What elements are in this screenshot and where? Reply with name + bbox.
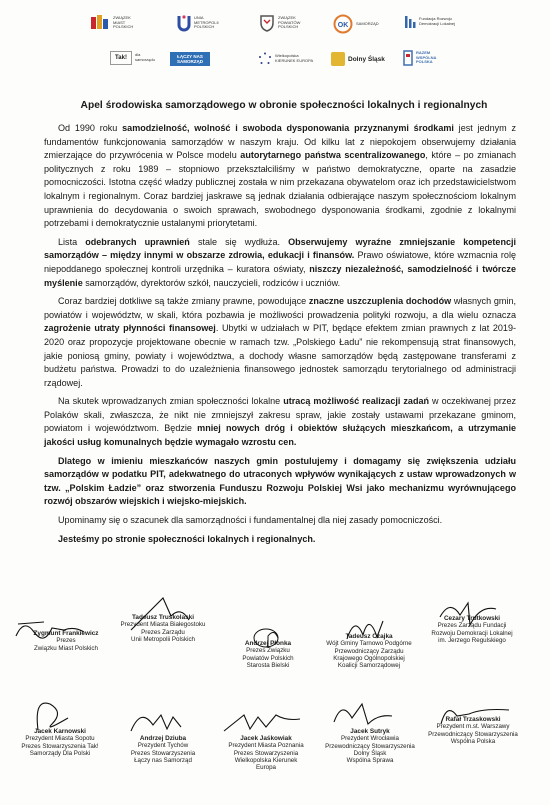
- text-run: Na skutek wprowadzanych zmian społeczności lokalne: [58, 396, 284, 407]
- signatory-role: Prezes Zarządu Fundacji: [437, 622, 507, 630]
- signatory-role: Prezydent Miasta Sopotu: [25, 735, 95, 743]
- paragraph: [44, 295, 516, 390]
- oks-circle-icon: [333, 14, 353, 34]
- logo-ds-text: Dolny Śląsk: [348, 55, 385, 63]
- bold-text-run: autorytarnego państwa scentralizowanego: [240, 150, 426, 161]
- signatory-role: Prezydent Tychów: [137, 742, 189, 750]
- signatory: [313, 633, 425, 669]
- lns-text: ŁĄCZY NAS SAMORZĄD: [177, 54, 203, 64]
- svg-text:OK: OK: [337, 22, 349, 29]
- logo-laczy-nas-samorzad: [170, 52, 210, 66]
- text-run: własnych gmin, powiatów i województw, w skali, która pozbawia je możliwości prowadzenia polityki rozwoju, a dla wielu oznacza: [44, 296, 516, 320]
- logo-frdl: [404, 14, 465, 30]
- zms-emblem-icon: [90, 14, 110, 32]
- logo-zwiazek-miast-polskich: [90, 14, 153, 32]
- star-circle-icon: [258, 52, 272, 66]
- logo-zwiazek-powiatow: [259, 14, 318, 32]
- bold-text-run: odebranych uprawnień: [85, 236, 190, 247]
- signatory-role: Wójt Gminy Tarnowo Podgórne: [326, 640, 412, 648]
- text-run: Prawo oświatowe, które wzmacnia rolę niepoddanego społecznej kontroli urzędnika – kuratora oświaty,: [44, 250, 516, 274]
- signatory-role: Wielkopolska Kierunek: [234, 756, 298, 764]
- logo-oks: [333, 14, 386, 34]
- wp-mark-icon: [403, 50, 413, 66]
- logo-frdl-text: Fundacja Rozwoju Demokracji Lokalnej: [419, 16, 456, 26]
- document-title: Apel środowiska samorządowego w obronie społeczności lokalnych i regionalnych: [80, 100, 488, 111]
- signatory: [417, 716, 529, 745]
- text-run: Upominamy się o szacunek dla samorządności i fundamentalnej dla niej zasady pomocniczości.: [58, 515, 443, 526]
- bold-text-run: zagrożenie utraty płynności finansowej: [44, 323, 216, 334]
- signatory-name: Tadeusz Truskolaski: [131, 614, 195, 621]
- tak-badge: Tak!: [110, 51, 132, 65]
- bold-text-run: znaczne uszczuplenia dochodów: [308, 296, 452, 307]
- bold-text-run: Dlatego w imieniu mieszkańców naszych gmin postulujemy i domagamy się zwiększenia udziału samorządów w podatku PIT, adekwatnego do utraconych wpływów wynikających z ustaw wprowadzonych w tzw. „Polskim Ładzie” oraz stworzenia Funduszu Rozwoju Polskiej Wsi jako mechanizmu wyrównującego rozwój obszarów wiejskich i wiejsko-miejskich.: [44, 455, 516, 507]
- signatory-name: Andrzej Płonka: [244, 640, 292, 647]
- logo-unia-metropolii: [177, 14, 234, 32]
- text-run: Coraz bardziej dotkliwe są także zmiany prawne, powodujące: [58, 296, 309, 307]
- signatory: [416, 615, 528, 644]
- logo-wp-text: RAZEM WSPÓLNA POLSKA: [416, 50, 437, 65]
- frdl-bars-icon: [404, 14, 416, 30]
- signatory-role: Starosta Bielski: [246, 661, 290, 669]
- paragraph: [44, 395, 516, 449]
- logo-zms-text: ZWIĄZEK MIAST POLSKICH: [113, 15, 134, 30]
- signatory-role: Prezes Stowarzyszenia: [130, 749, 196, 757]
- text-run: samorządów, dyrektorów szkół, nauczycieli, rodziców i uczniów.: [82, 277, 341, 288]
- logo-oks-text: SAMORZĄD: [356, 20, 379, 26]
- logo-tak-text: dla samorządu: [135, 52, 155, 62]
- text-run: Od 1990 roku: [58, 123, 123, 133]
- signatory-role: Przewodniczący Stowarzyszenia: [428, 730, 518, 738]
- signatory-role: Prezydent Miasta Białegostoku: [120, 621, 206, 629]
- ump-u-icon: [177, 14, 191, 32]
- signatory-role: Prezes Stowarzyszenia: [233, 749, 299, 757]
- zpp-shield-icon: [259, 14, 275, 32]
- signature-scribble-icon: [410, 595, 534, 635]
- signatory-name: Zygmunt Frankiewicz: [33, 630, 99, 637]
- signatory-role: Prezydent m.st. Warszawy: [436, 723, 510, 731]
- paragraph: [44, 514, 516, 528]
- logo-dolny-slask: [331, 52, 385, 66]
- logo-zpp-text: ZWIĄZEK POWIATÓW POLSKICH: [278, 15, 301, 30]
- signatory: [107, 614, 219, 643]
- signatory-role: Przewodniczący Zarządu: [334, 647, 404, 655]
- signatory-role: Wspólna Sprawa: [346, 757, 394, 765]
- signatory-role: Prezes Stowarzyszenia Tak!: [21, 742, 99, 750]
- paragraph: [44, 236, 516, 290]
- paragraph: [44, 533, 516, 547]
- signatory-role: Prezes Zarządu: [141, 628, 185, 636]
- signatory-role: Koalicji Samorządowej: [337, 662, 401, 670]
- bold-text-run: mniej nowych dróg i obiektów służących mieszkańcom, a utrzymanie jakości usług komunalnych będzie wymagało wzrostu cen.: [44, 423, 516, 448]
- bold-text-run: Obserwujemy wyraźne zmniejszanie kompetencji samorządów – między innymi w obszarze zdrowia, edukacji i finansów.: [44, 236, 517, 261]
- signatory-role: Prezes: [56, 637, 76, 645]
- signatory-role: Wspólna Polska: [450, 737, 496, 745]
- signatory: [314, 728, 426, 764]
- signatory: [210, 735, 322, 771]
- logo-ump-text: UNIA METROPOLII POLSKICH: [194, 15, 219, 30]
- signatory-role: Dolny Śląsk: [353, 749, 387, 757]
- signatory-role: Prezydent Miasta Poznania: [228, 742, 304, 750]
- bold-text-run: utracą możliwość realizacji zadań: [283, 396, 430, 407]
- paragraph: [44, 455, 516, 509]
- text-run: stale się wydłuża.: [189, 236, 289, 247]
- bold-text-run: samodzielność, wolność i swoboda dysponowania przyznanymi środkami: [122, 123, 454, 133]
- signatory-name: Rafał Trzaskowski: [445, 716, 501, 723]
- text-run: jest jednym z fundamentów funkcjonowania samorządów w naszym kraju. Od kilku lat z niepokojem obserwujemy działania zmierzające do przywrócenia w Polsce modelu: [44, 123, 516, 161]
- letter-body: [44, 122, 516, 552]
- signatory-role: Unii Metropolii Polskich: [131, 635, 195, 643]
- signatory-role: Łączy nas Samorząd: [134, 756, 192, 764]
- bold-text-run: Jesteśmy po stronie społeczności lokalnych i regionalnych.: [58, 533, 316, 544]
- signatory-name: Tadeusz Czajka: [345, 633, 393, 640]
- text-run: . Ubytki w udziałach w PIT, będące efektem zmian prawnych z lat 2019-2020 oraz propozycje projektowane obecnie w ramach tzw. „Polskiego Ładu” nie rekompensują strat finansowych, jakie poniosą gminy, powiaty i województwa, a dochody własne samorządów będą zastępowane transferami z budżetu państwa. Prowadzi to do uzależnienia finansowego jednostek samorządu terytorialnego od administracji rządowej.: [44, 323, 517, 388]
- signature-scribble-icon: [411, 694, 535, 734]
- signatory-role: Europa: [256, 764, 276, 772]
- signatory-name: Andrzej Dziuba: [139, 735, 187, 742]
- signatory-role: Rozwoju Demokracji Lokalnej: [431, 629, 513, 637]
- logo-wielkopolska: [258, 52, 321, 66]
- text-run: , które – po zmianach politycznych z roku 1989 – stopniowo przekształciliśmy w państwo demokratyczne, oparte na zasadzie pomocniczości. Istotna część władzy publicznej została w nim przekazana obywatelom oraz ich przedstawicielstwom lokalnym i regionalnym. Coraz bardziej jaskrawe są jednak działania odbierające naszym społecznościom lokalnym uprawnienia do decydowania o swoich sprawach, swobodnego dysponowania środkami, zgodnie z lokalnymi potrzebami i demokratycznie ustalanymi priorytetami.: [44, 150, 516, 229]
- signatory-role: Krajowego Ogólnopolskiej: [333, 654, 405, 662]
- logo-strip: [0, 0, 550, 82]
- signatures-block: [0, 612, 550, 802]
- ds-square-icon: [331, 52, 345, 66]
- logo-wspolna-polska: [403, 50, 440, 66]
- signatory-role: Związku Miast Polskich: [34, 644, 98, 652]
- signatory-role: Powiatów Polskich: [242, 654, 294, 662]
- signatory-name: Cezary Trutkowski: [443, 615, 501, 622]
- signatory-role: Prezes Związku: [246, 647, 290, 655]
- signatory-role: Przewodniczący Stowarzyszenia: [325, 742, 415, 750]
- logo-tak: [110, 51, 157, 65]
- logo-wke-text: Wielkopolska KIERUNEK EUROPA: [275, 53, 314, 63]
- signatory: [4, 728, 116, 757]
- text-run: w oczekiwanej przez Polaków skali, zwłaszcza, że nikt nie zmniejszył zakresu spraw, jakie zostały ustawami przekazane gminom, powiatom i województwom. Będzie: [44, 396, 516, 434]
- signatory-name: Jacek Sutryk: [350, 728, 390, 735]
- signatory-role: Samorządy Dla Polski: [29, 749, 91, 757]
- signatory: [107, 735, 219, 764]
- signatory-name: Jacek Jaśkowiak: [240, 735, 292, 742]
- signatory-role: im. Jerzego Regulskiego: [438, 636, 506, 644]
- bold-text-run: niszczy niezależność, samodzielność i twórcze myślenie: [44, 263, 516, 288]
- paragraph: [44, 122, 516, 231]
- signatory-name: Jacek Karnowski: [34, 728, 86, 735]
- text-run: Lista: [58, 236, 86, 247]
- signatory-role: Prezydent Wrocławia: [340, 735, 399, 743]
